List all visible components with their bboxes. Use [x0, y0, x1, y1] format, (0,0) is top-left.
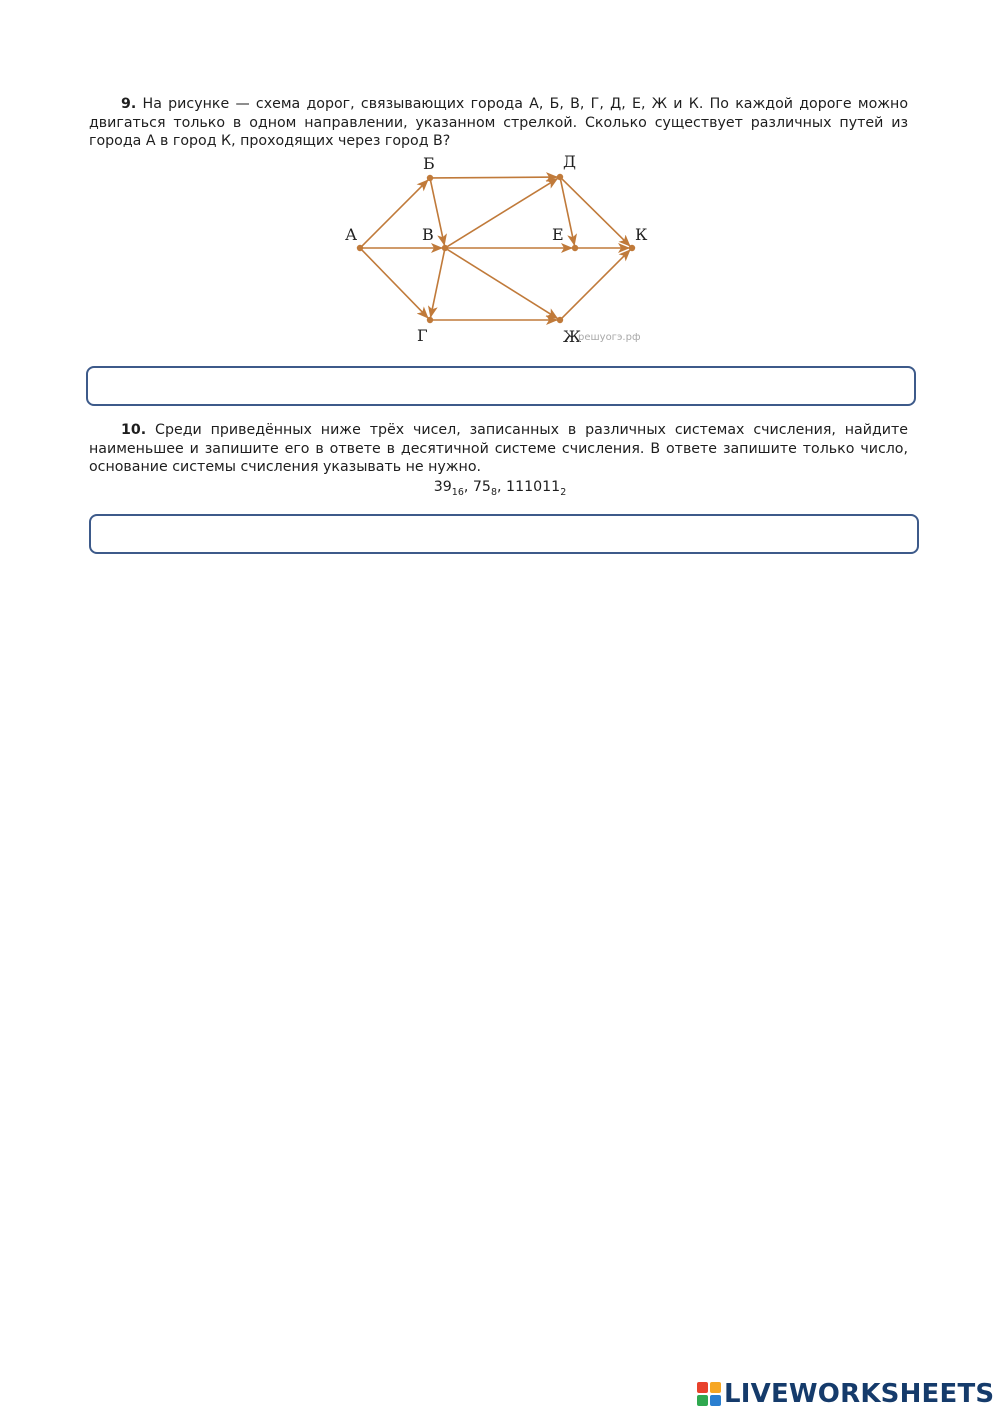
city-node [629, 245, 635, 251]
road-graph-diagram [336, 150, 666, 350]
city-node [427, 175, 433, 181]
city-node [442, 245, 448, 251]
number-2: 75 [472, 479, 491, 495]
numbers-list: $39_{16}$, $75_8$, $111011_2$ [433, 479, 567, 498]
answer-field-9[interactable] [86, 366, 916, 406]
road-arrow [448, 179, 558, 247]
watermark: решуогэ.рф [578, 332, 641, 343]
answer-field-10[interactable] [89, 514, 919, 554]
base-3: 2 [560, 486, 567, 498]
question-text: На рисунке — схема дорог, связывающих города А, Б, В, Г, Д, Е, Ж и К. По каждой дороге можно двигаться только в одном направлении, указанном стрелкой. Сколько существует различных путей из города А в город К, проходящих через город В? [89, 96, 908, 149]
city-node [427, 317, 433, 323]
node-label-v: В [422, 225, 434, 244]
city-node [357, 245, 363, 251]
node-label-d: Д [563, 152, 577, 171]
question-number: 10. [121, 422, 147, 438]
question-9 [89, 95, 908, 151]
road-arrow [362, 250, 428, 318]
node-label-e: Е [552, 225, 564, 244]
base-1: 16 [451, 486, 464, 498]
number-1: 39 [433, 479, 452, 495]
question-number: 9. [121, 96, 137, 112]
brand-name: LIVEWORKSHEETS [724, 1379, 995, 1409]
city-node [557, 174, 563, 180]
road-arrow [362, 180, 428, 246]
road-arrow [431, 251, 445, 317]
node-label-a: А [345, 225, 358, 244]
node-label-b: Б [423, 154, 435, 173]
road-arrow [562, 250, 630, 318]
logo-icon [697, 1382, 721, 1406]
number-3: 111011 [506, 479, 561, 495]
liveworksheets-logo [697, 1379, 994, 1409]
node-label-k: К [635, 225, 648, 244]
node-label-g: Г [417, 326, 428, 345]
city-node [557, 317, 563, 323]
question-text: Среди приведённых ниже трёх чисел, записанных в различных системах счисления, найдите наименьшее и запишите его в ответе в десятичной системе счисления. В ответе запишите только число, основание системы счисления указывать не нужно. [89, 422, 908, 475]
question-10 [89, 421, 908, 477]
city-node [572, 245, 578, 251]
road-arrow [433, 177, 557, 178]
road-arrow [448, 250, 558, 319]
node-label-zh: Ж [563, 327, 581, 346]
base-2: 8 [490, 486, 498, 498]
